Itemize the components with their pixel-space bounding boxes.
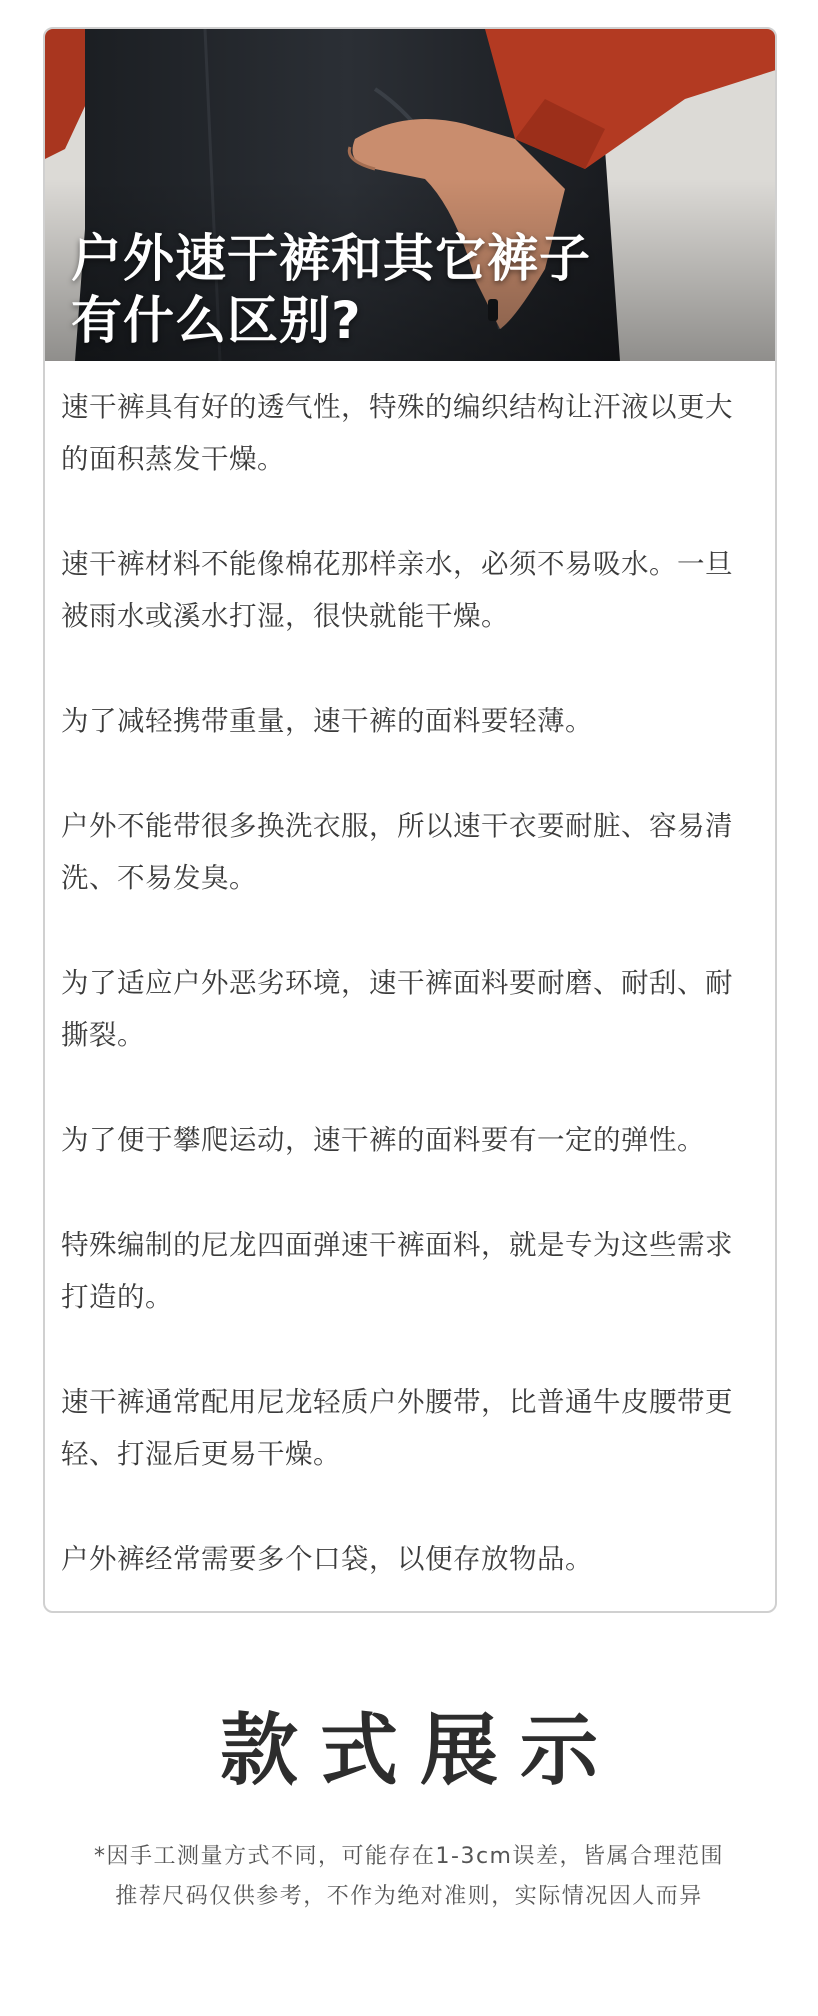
paragraph: 户外裤经常需要多个口袋，以便存放物品。 — [61, 1543, 593, 1575]
paragraph: 为了减轻携带重量，速干裤的面料要轻薄。 — [61, 705, 593, 737]
paragraph: 速干裤材料不能像棉花那样亲水，必须不易吸水。一旦被雨水或溪水打湿，很快就能干燥。 — [61, 548, 733, 632]
sizing-notes — [0, 1837, 818, 1917]
paragraph: 户外不能带很多换洗衣服，所以速干衣要耐脏、容易清洗、不易发臭。 — [61, 810, 733, 894]
hero-title-line1: 户外速干裤和其它裤子 — [71, 230, 592, 289]
info-card — [43, 27, 777, 1613]
paragraph: 为了便于攀爬运动，速干裤的面料要有一定的弹性。 — [61, 1124, 705, 1156]
paragraph: 特殊编制的尼龙四面弹速干裤面料，就是专为这些需求打造的。 — [61, 1229, 733, 1313]
hero-title-line2: 有什么区别? — [71, 292, 362, 351]
hero-banner — [45, 29, 775, 361]
paragraph: 速干裤通常配用尼龙轻质户外腰带，比普通牛皮腰带更轻、打湿后更易干燥。 — [61, 1386, 733, 1470]
hero-title — [71, 229, 691, 353]
paragraph: 速干裤具有好的透气性，特殊的编织结构让汗液以更大的面积蒸发干燥。 — [61, 391, 733, 475]
section-title: 款式展示 — [219, 1706, 620, 1796]
note-line-2: 推荐尺码仅供参考，不作为绝对准则，实际情况因人而异 — [115, 1884, 703, 1909]
note-line-1: *因手工测量方式不同，可能存在1-3cm误差，皆属合理范围 — [94, 1844, 724, 1869]
card-body — [45, 361, 775, 1585]
paragraph: 为了适应户外恶劣环境，速干裤面料要耐磨、耐刮、耐撕裂。 — [61, 967, 733, 1051]
